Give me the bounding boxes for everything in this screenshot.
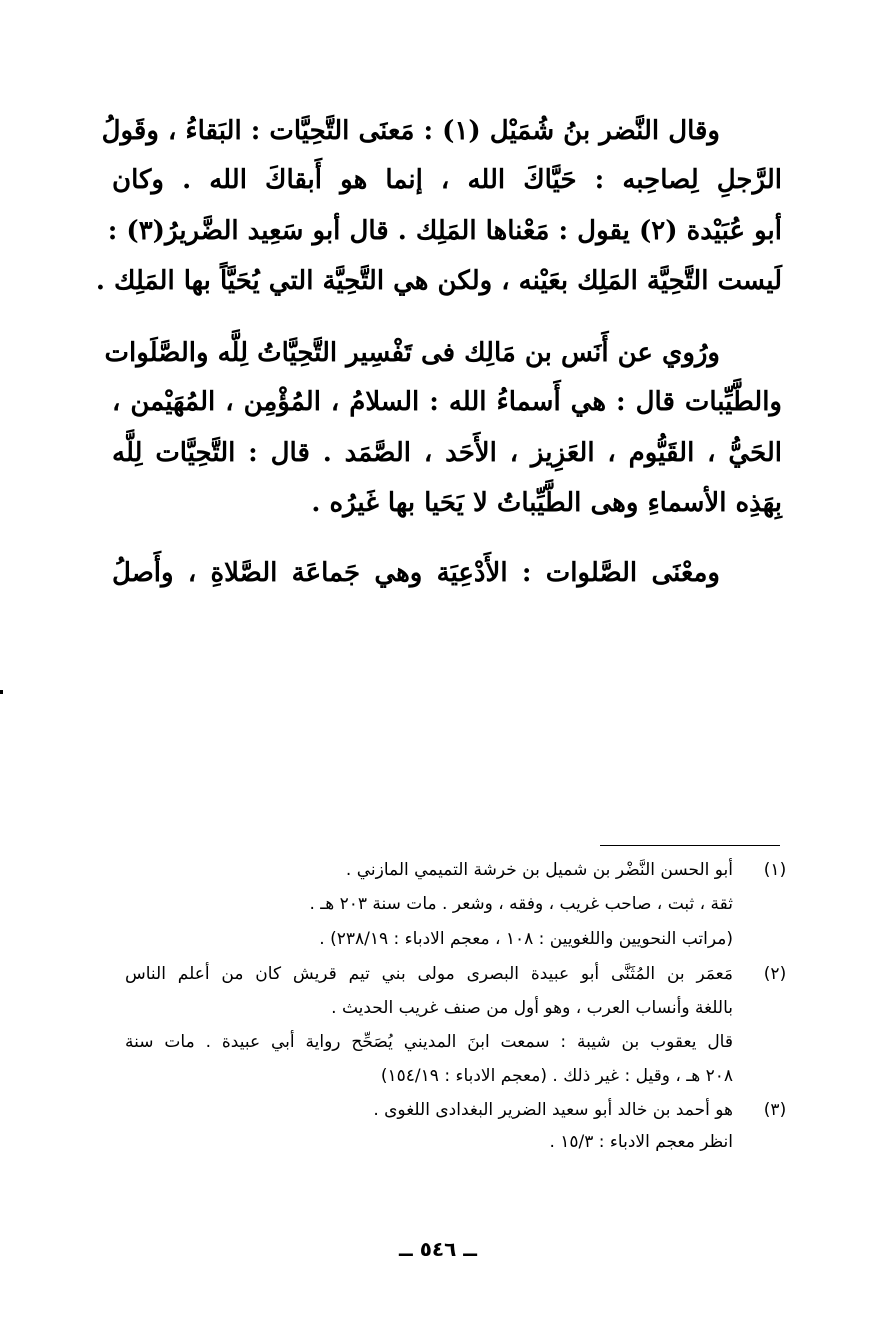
text-line: لَيست التَّحِيَّة المَلِك بعَيْنه ، ولكن هي التَّحِيَّة التي يُحَيَّاً بها المَلِك . <box>95 266 782 296</box>
footnote-number: (٣) <box>763 1100 787 1120</box>
footnote-line: أبو الحسن النَّضْر بن شميل بن خرشة التميمي المازني . <box>345 860 733 880</box>
footnote-separator <box>600 845 780 846</box>
footnote-line: قال يعقوب بن شيبة : سمعت ابنَ المديني يُصَحِّح رواية أبي عبيدة . مات سنة <box>125 1032 733 1052</box>
footnote-line: ثقة ، ثبت ، صاحب غريب ، وفقه ، وشعر . مات سنة ٢٠٣ هـ . <box>309 894 733 914</box>
text-line: والطَّيِّبات قال : هي أَسماءُ الله : السلامُ ، المُؤْمِن ، المُهَيْمن ، <box>112 387 782 417</box>
text-line: بِهَذِه الأسماءِ وهى الطَّيِّباتُ لا يَحَيا بها غَيرُه . <box>311 488 782 518</box>
footnote-line: باللغة وأنساب العرب ، وهو أول من صنف غريب الحديث . <box>331 998 733 1018</box>
text-line: ومعْنَى الصَّلوات : الأَدْعِيَة وهي جَماعَة الصَّلاةِ ، وأَصلُ <box>112 558 720 588</box>
footnote-number: (١) <box>763 860 787 880</box>
footnote-line: هو أحمد بن خالد أبو سعيد الضرير البغدادى اللغوى . <box>373 1100 733 1120</box>
text-line: وقال النَّضر بنُ شُمَيْل (١) : مَعنَى التَّحِيَّات : البَقاءُ ، وقَولُ <box>101 116 720 146</box>
margin-mark <box>0 690 3 694</box>
footnote-line: ٢٠٨ هـ ، وقيل : غير ذلك . (معجم الادباء : ١٥٤/١٩) <box>380 1066 733 1086</box>
text-line: الحَيُّ ، القَيُّوم ، العَزِيز ، الأَحَد ، الصَّمَد . قال : التَّحِيَّات لِلَّه <box>112 438 782 468</box>
text-line: أبو عُبَيْدة (٢) يقول : مَعْناها المَلِك . قال أبو سَعِيد الضَّريرُ(٣) : <box>107 216 782 246</box>
text-line: ورُوي عن أَنَس بن مَالِك فى تَفْسِير التَّحِيَّاتُ لِلَّه والصَّلَوات <box>104 338 720 368</box>
footnote-line: (مراتب النحويين واللغويين : ١٠٨ ، معجم الادباء : ٢٣٨/١٩) . <box>319 929 733 949</box>
footnote-number: (٢) <box>763 964 787 984</box>
footnote-line: مَعمَر بن المُثَنَّى أبو عبيدة البصرى مولى بني تيم قريش كان من أعلم الناس <box>125 964 733 984</box>
footnote-line: انظر معجم الادباء : ١٥/٣ . <box>549 1132 733 1152</box>
text-line: الرَّجلِ لِصاحِبه : حَيَّاكَ الله ، إنما هو أَبقاكَ الله . وكان <box>112 165 782 195</box>
page-number: ــ ٥٤٦ ــ <box>399 1237 477 1261</box>
